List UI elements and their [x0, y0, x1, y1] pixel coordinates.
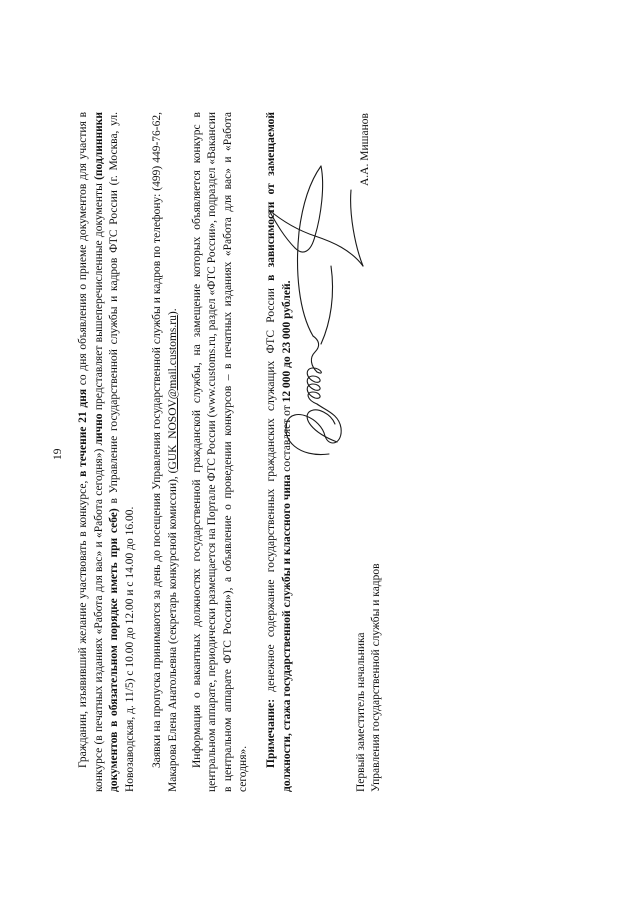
- bold-salary-range: 12 000 до 23 000 рублей.: [280, 280, 293, 403]
- signature-block: [354, 102, 554, 792]
- text-span: составляет от: [280, 402, 293, 475]
- text-span: денежное содержание государственных гражданских служащих ФТС России: [264, 280, 277, 699]
- handwritten-signature-icon: [259, 162, 369, 462]
- bold-salary-conditions: в зависимости от замещаемой должности, стажа государственной службы и классного чина: [264, 112, 293, 792]
- position-line: Управления государственной службы и кадров: [370, 563, 382, 792]
- paragraph-vacancy-info: Информация о вакантных должностях государственной гражданской службы, на замещение которых объявляется конкурс в центральном аппарате, периодически размещается на Портале ФТС России (www.customs.ru, раздел «ФТС России», подраздел «Вакансии в центральном аппарате ФТС России»), а объявление о проведении конкурсов – в печатных изданиях «Работа для вас» и «Работа сегодня».: [190, 112, 250, 792]
- text-span: представляет вышеперечисленные документы: [92, 179, 105, 414]
- paragraph-application: [76, 112, 138, 792]
- bold-deadline: в течение 21 дня: [77, 388, 89, 477]
- text-span: со дня объявления о приеме документов для участия в конкурсе (в печатных изданиях «Работа для вас» и «Работа сегодня»): [77, 111, 105, 792]
- note-label: Примечание:: [264, 698, 277, 768]
- text-span: в Управление государственной службы и кадров ФТС России (г. Москва, ул. Новозаводская, д. 11/5) с 10.00 до 12.00 и с 14.00 до 16.00.: [108, 112, 136, 792]
- bold-originals-note: (подлинники документов в обязательном порядке иметь при себе): [92, 112, 121, 792]
- email-link[interactable]: GUK_NOSOV@mail.customs.ru: [166, 315, 179, 470]
- page-number: 19: [52, 448, 64, 460]
- text-span: Заявки на пропуска принимаются за день до посещения Управления государственной службы и кадров по телефону: (499) 449-76-62, Макарова Елена Анатольевна (секретарь конкурсной комиссии), (: [151, 112, 179, 792]
- bold-personally: лично: [92, 413, 105, 446]
- text-span: Гражданин, изъявивший желание участвовать в конкурсе,: [77, 476, 89, 768]
- signatory-position: [354, 563, 384, 792]
- paragraph-pass-requests: [150, 112, 181, 792]
- text-span: ).: [166, 308, 179, 316]
- position-line: Первый заместитель начальника: [355, 632, 367, 792]
- signatory-name: А.А. Мишанов: [359, 113, 371, 186]
